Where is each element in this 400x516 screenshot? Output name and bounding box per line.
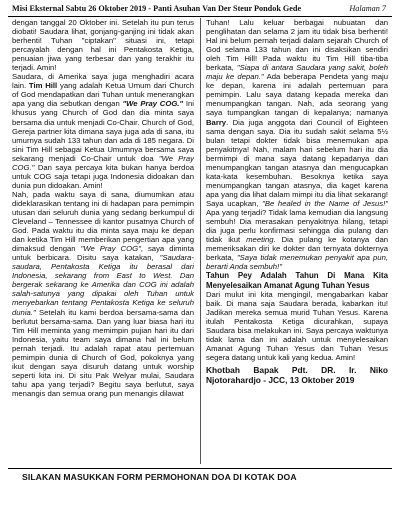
sermon-credit: Khotbah Bapak Pdt. DR. Ir. Niko Njotorahardjo - JCC, 13 Oktober 2019: [206, 365, 388, 386]
paragraph-text: Setelah itu kami berdoa bersama-sama dan berlutut bersama-sama. Dan yang luar biasa hari itu Tim Hill meminta yang memimpin pujian hari itu dari Indonesia, yaitu team saya dimana hal ini belum pernah terjadi. Itu adalah rapat atau pertemuan pemimpin dunia di Church of God, pokoknya yang ikut dengan saya disuruh datang untuk worship seperti kita ini. Di situ Pak Welyar mulai, Saudara tahu apa yang terjadi? Begitu saya berlutut, saya menangis dan semua orang pun menangis dilawat: [12, 307, 194, 398]
paragraph: [12, 18, 194, 72]
paragraph-text: Ada beberapa Pendeta yang maju ke depan, karena ini adalah pertemuan para pemimpin. Lalu saya datang kepada mereka dan menumpangkan tangan. Nah, ada seorang yang saya tumpangkan tangan di kepalanya; namanya: [206, 72, 388, 118]
page-header: [8, 2, 392, 17]
paragraph-text: , saya diminta untuk berbicara. Disitu saya katakan,: [12, 244, 194, 263]
page-number: Halaman 7: [349, 4, 386, 13]
paragraph-text: Saudara, di Amerika saya juga menghadiri acara lain.: [12, 72, 194, 91]
paragraph-text: Apa yang terjadi? Tidak lama kemudian dia langsung sembuh! Dia merasakan penyakitnya hilang, tetapi dia juga perlu konfirmasi sehingga dia pulang dan tidak ikut: [206, 207, 388, 245]
left-column: [12, 18, 194, 464]
paragraph-text: . Dia juga anggota dari Council of Eighteen sama dengan saya. Dia itu sudah sakit selama 5½ bulan tetapi dokter tidak bisa menemukan apa penyakitnya! Nah, malam hari sebelum hari itu dia bermimpi di mana saya datang kepadanya dan menumpangkan tangan atasnya dan mengucapkan kata-kata kesembuhan. Besoknya ketika saya menumpangkan tangan atasnya, dia kaget karena apa yang dia lihat dalam mimpi itu dia lihat sekarang! Saya ucapkan,: [206, 117, 388, 208]
paragraph-text: Dan saya percaya kita bukan hanya berdoa untuk COG saja tetapi juga Indonesia didoakan dan dunia pun didoakan. Amin!: [12, 162, 194, 190]
quote-text: "We Pray COG": [80, 244, 141, 254]
quote-text: "Saudara-saudara, Pentakosta Ketiga itu berasal dari Indonesia, sekarang from East to West. Dan bergerak sekarang ke Amerika dan COG ini adalah salah-satunya yang dipakai oleh Tuhan untuk menyebarkan tentang Pentakosta Ketiga ke seluruh dunia.": [12, 253, 194, 317]
quote-text: "We Pray COG.": [12, 153, 194, 172]
footer-divider: [8, 468, 392, 469]
newsletter-page: [8, 2, 392, 508]
paragraph-text: Dari mulut ini kita mengingil, mengabarkan kabar baik. Di mana saja Saudara berada, kabarkan itu! Jadikan mereka semua murid Tuhan Yesus. Karena itulah Pentakosta Ketiga dicurahkan, supaya Saudara bisa melakukan ini. Saya percaya waktunya tidak lama dan ini adalah untuk menyelesaikan Amanat Agung Tuhan Yesus dan Tuhan Yesus segera datang untuk kali yang kedua. Amin!: [206, 289, 388, 363]
paragraph: [12, 190, 194, 398]
right-column: [206, 18, 388, 464]
person-name: Tim Hill: [28, 81, 58, 91]
paragraph: [206, 290, 388, 362]
paragraph-text: Tuhan! Lalu keluar berbagai nubuatan dan penglihatan dan selama 2 jam itu tidak bisa berhenti! Hal ini belum pernah terjadi dalam sejarah Church of God selama 133 tahun dan ini disaksikan sendiri oleh Tim Hill! Pada waktu itu Tim Hill tiba-tiba berkata,: [206, 18, 388, 73]
paragraph-text: dengan tanggal 20 Oktober ini. Setelah itu pun terus diobati! Saudara lihat, gonjang-ganjing ini tidak akan berhenti! Tuhan "ciptakan" situasi ini, tetapi percayalah dengan hal ini Pentakosta Ketiga, penuaian jiwa yang terbesar dan yang terakhir itu terjadi. Amin!: [12, 18, 194, 73]
paragraph-text: Nah, pada waktu saya di sana, diumumkan atau dideklarasikan tentang ini di hadapan para pemimpin utusan dari seluruh dunia yang sedang berkumpul di Cleveland – Tennessee di kantor pusatnya Church of God. Pada waktu itu dia minta saya maju ke depan dan ketika Tim Hill memberikan pengertian apa yang dimaksud dengan: [12, 189, 194, 254]
paragraph: [12, 72, 194, 190]
emphasis-text: meeting: [246, 235, 274, 245]
column-divider: [200, 18, 201, 464]
quote-text: "We Pray COG.": [122, 99, 184, 109]
quote-text: "Saya tidak menemukan penyakit apa pun, berarti Anda sembuh!": [206, 253, 388, 272]
paragraph: [206, 18, 388, 271]
footer-notice: SILAKAN MASUKKAN FORM PERMOHONAN DOA DI KOTAK DOA: [22, 472, 297, 482]
section-heading: Tahun Pey Adalah Tahun Di Mana Kita Menyelesaikan Amanat Agung Tuhan Yesus: [206, 271, 388, 290]
header-title: Misi Eksternal Sabtu 26 Oktober 2019 - Panti Asuhan Van Der Steur Pondok Gede: [12, 4, 302, 13]
quote-text: "Siapa di antara Saudara yang sakit, boleh maju ke depan.": [206, 63, 388, 82]
paragraph-text: yang adalah Ketua Umum dari Church of God mendapatkan dari Tuhan untuk menerangkan apa yang dia sebutkan dengan: [12, 81, 194, 109]
paragraph-text: Ini khusus yang Church of God dan dia minta saya bersama dia untuk menjadi Co-Chair. Church of God, Gereja partner kita dimana saya juga ada di sana, itu umurnya sudah 133 tahun dan ada di 185 negara. Di sini Tim Hill sebagai Ketua Umumnya bersama saya sekarang menjadi Co-Chair untuk doa: [12, 99, 194, 163]
quote-text: "Be healed in the Name of Jesus!": [262, 198, 388, 208]
paragraph-text: . Dia pulang ke kotanya dan memeriksakan diri ke dokter dan ternyata dokternya berkata,: [206, 235, 388, 263]
person-name: Barry: [206, 117, 227, 127]
